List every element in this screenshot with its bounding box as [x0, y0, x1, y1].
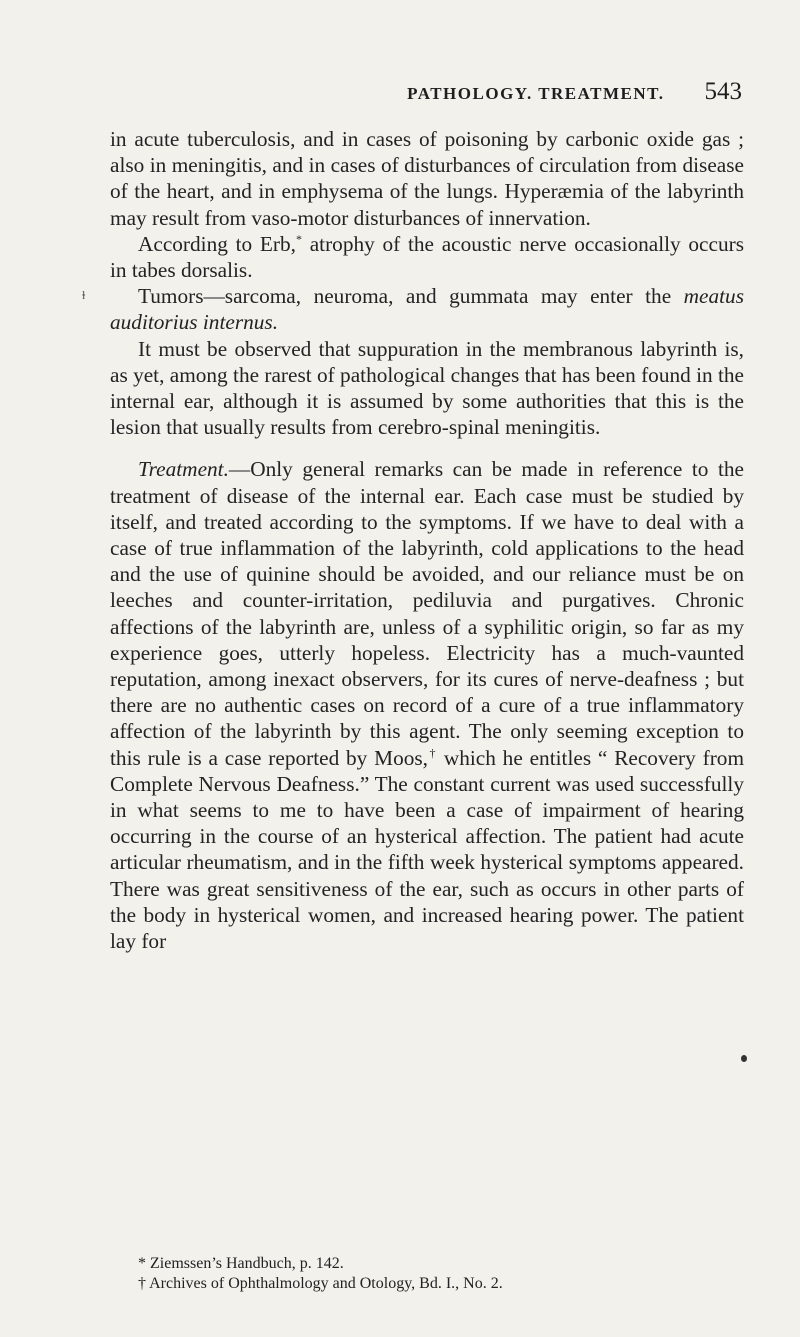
paragraph-treatment-body-b: which he entitles “ Recovery from Complete Nervous Deafness.” The constant current was used successfully in what seems to me to have been a case of impairment of hearing occurring in the course of an hysterical affection. The patient had acute articular rheumatism, and in the fifth week hysterical symptoms appeared. There was great sensitiveness of the ear, such as occurs in other parts of the body in hysterical women, and increased hearing power. The patient lay for: [110, 745, 745, 954]
section-heading-treatment: Treatment.: [138, 457, 229, 482]
footnote-1: * Ziemssen’s Handbuch, p. 142.: [138, 1255, 344, 1272]
paragraph-erb-lead: According to Erb,: [138, 231, 296, 256]
footnote-2: † Archives of Ophthalmology and Otology, Bd. I., No. 2.: [138, 1275, 503, 1292]
paragraph-treatment: [110, 456, 744, 954]
paragraph-tumors: [110, 283, 744, 335]
footnote-ref-star: *: [295, 231, 302, 246]
page-number: 543: [704, 78, 742, 105]
running-head: [110, 78, 742, 108]
paragraph-erb-rest: atrophy of the acoustic nerve occasionally occurs in tabes dorsalis.: [110, 231, 744, 283]
paragraph-continuation: in acute tuberculosis, and in cases of poisoning by carbonic oxide gas ; also in meningitis, and in cases of disturbances of circulation from disease of the heart, and in emphysema of the lungs. Hyperæmia of the labyrinth may result from vaso-motor disturbances of innervation.: [110, 127, 744, 230]
paragraph-treatment-body-a: —Only general remarks can be made in reference to the treatment of disease of the internal ear. Each case must be studied by itself, and treated according to the symptoms. If we have to deal with a case of true inflammation of the labyrinth, cold applications to the head and the use of quinine should be avoided, and our reliance must be on leeches and counter-irritation, pediluvia and purgatives. Chronic affections of the labyrinth are, unless of a syphilitic origin, so far as my experience goes, utterly hopeless. Electricity has a much-vaunted reputation, among inexact observers, for its cures of nerve-deafness ; but there are no authentic cases on record of a cure of a true inflammatory affection of the labyrinth by this agent. The only seeming exception to this rule is a case reported by Moos,: [110, 457, 744, 770]
margin-dot: [741, 1055, 747, 1062]
margin-mark: ⱡ: [82, 288, 86, 302]
footnotes: [138, 1254, 748, 1294]
body-text: [110, 126, 744, 954]
footnote-ref-dagger: †: [428, 745, 437, 760]
running-title: PATHOLOGY. TREATMENT.: [407, 84, 665, 103]
paragraph-tumors-italic: meatus auditorius internus.: [110, 284, 744, 335]
paragraph-tumors-lead: Tumors—sarcoma, neuroma, and gummata may enter the: [138, 284, 684, 309]
paragraph-erb: [110, 231, 744, 283]
paragraph-suppuration: It must be observed that suppuration in the membranous labyrinth is, as yet, among the rarest of pathological changes that has been found in the internal ear, although it is assumed by some authorities that this is the lesion that usually results from cerebro-spinal meningitis.: [110, 336, 744, 440]
